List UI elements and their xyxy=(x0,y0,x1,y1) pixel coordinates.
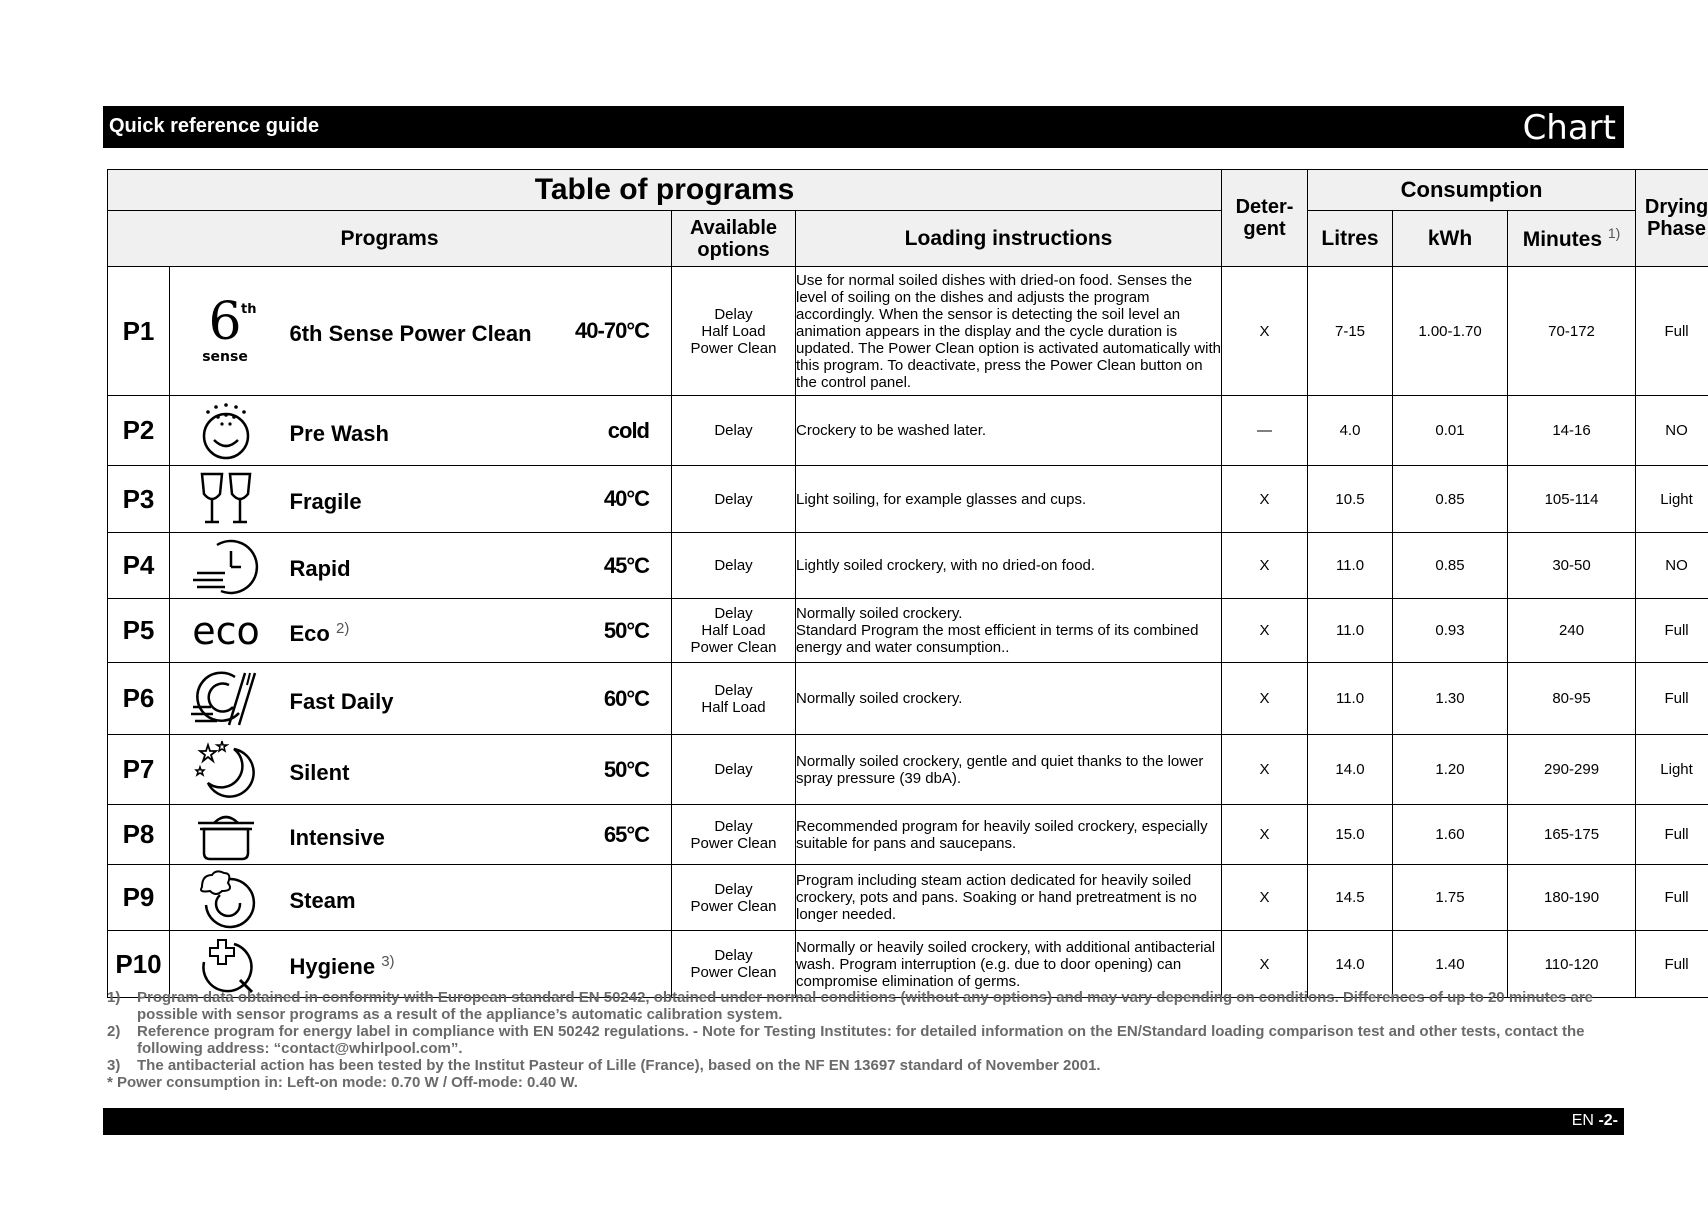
option-item: Delay xyxy=(714,761,753,778)
drying-value: Full xyxy=(1636,267,1708,396)
detergent-value: X xyxy=(1222,267,1308,396)
kwh-value: 0.85 xyxy=(1393,533,1508,599)
col-minutes-label: Minutes xyxy=(1522,228,1603,251)
detergent-value: X xyxy=(1222,663,1308,735)
loading-instructions: Normally soiled crockery, gentle and quiet thanks to the lower spray pressure (39 dbA). xyxy=(796,735,1222,805)
pot-icon xyxy=(170,805,282,865)
litres-value: 4.0 xyxy=(1308,396,1393,466)
header-bar xyxy=(103,106,1624,148)
drying-value: Full xyxy=(1636,663,1708,735)
svg-text:6: 6 xyxy=(208,297,242,352)
litres-value: 11.0 xyxy=(1308,533,1393,599)
option-item: Delay xyxy=(714,305,753,323)
available-options xyxy=(672,931,796,998)
option-item: Power Clean xyxy=(690,834,777,852)
program-name: Rapid xyxy=(289,555,351,581)
detergent-value: X xyxy=(1222,466,1308,533)
minutes-value: 110-120 xyxy=(1508,931,1636,998)
table-title: Table of programs xyxy=(108,170,1222,211)
option-item: Power Clean xyxy=(690,897,777,915)
available-options xyxy=(672,663,796,735)
available-options xyxy=(672,466,796,533)
drying-value: Full xyxy=(1636,931,1708,998)
table-row xyxy=(108,865,1708,931)
footnote-number: 2) xyxy=(107,1023,121,1040)
loading-instructions: Lightly soiled crockery, with no dried-on food. xyxy=(796,533,1222,599)
detergent-value: X xyxy=(1222,805,1308,865)
minutes-value: 180-190 xyxy=(1508,865,1636,931)
program-name: Silent xyxy=(289,759,350,785)
pre-wash-icon xyxy=(170,396,282,466)
footnote-number: 1) xyxy=(107,989,121,1006)
program-temperature: 40-70°C xyxy=(575,318,649,343)
drying-value: Full xyxy=(1636,805,1708,865)
program-id: P7 xyxy=(108,735,170,805)
footnote xyxy=(107,1057,1627,1074)
programs-table xyxy=(107,169,1708,998)
moon-stars-icon xyxy=(170,735,282,805)
program-name-cell xyxy=(282,267,672,396)
program-name: Eco xyxy=(289,620,330,646)
footnote-text: Program data obtained in conformity with European standard EN 50242, obtained under normal conditions (without any options) and may vary depending on conditions. Differences of up to 20 minutes are possible with sensor programs as a result of the appliance’s automatic calibration system. xyxy=(137,989,1594,1023)
program-name: Fragile xyxy=(289,489,362,515)
svg-text:sense: sense xyxy=(201,349,248,365)
footnotes xyxy=(107,989,1627,1091)
available-options xyxy=(672,599,796,663)
program-temperature: 65°C xyxy=(603,821,649,847)
kwh-value: 1.40 xyxy=(1393,931,1508,998)
detergent-value: X xyxy=(1222,865,1308,931)
col-programs: Programs xyxy=(108,211,672,267)
drying-value: Light xyxy=(1636,735,1708,805)
col-loading: Loading instructions xyxy=(796,211,1222,267)
loading-instructions: Crockery to be washed later. xyxy=(796,396,1222,466)
fast-daily-icon xyxy=(170,663,282,735)
table-row xyxy=(108,396,1708,466)
page-lang: EN xyxy=(1571,1112,1594,1129)
program-temperature: cold xyxy=(607,417,649,443)
loading-instructions: Recommended program for heavily soiled crockery, especially suitable for pans and saucepans. xyxy=(796,805,1222,865)
glasses-icon xyxy=(170,466,282,533)
drying-value: NO xyxy=(1636,533,1708,599)
program-id: P9 xyxy=(108,865,170,931)
available-options xyxy=(672,805,796,865)
minutes-value: 240 xyxy=(1508,599,1636,663)
svg-text:th: th xyxy=(240,302,257,317)
litres-value: 14.5 xyxy=(1308,865,1393,931)
litres-value: 7-15 xyxy=(1308,267,1393,396)
col-kwh: kWh xyxy=(1393,211,1508,267)
minutes-value: 290-299 xyxy=(1508,735,1636,805)
option-item: Delay xyxy=(714,422,753,439)
loading-instructions: Use for normal soiled dishes with dried-on food. Senses the level of soiling on the dishes and adjusts the program accordingly. When the sensor is detecting the soil level an animation appears in the display and the cycle duration is updated. The Power Clean option is activated automatically with this program. To deactivate, press the Power Clean button on the control panel. xyxy=(796,267,1222,396)
option-item: Delay xyxy=(714,681,753,699)
program-name-cell xyxy=(282,735,672,805)
loading-instructions: Normally soiled crockery. Standard Program the most efficient in terms of its combined energy and water consumption.. xyxy=(796,599,1222,663)
available-options xyxy=(672,735,796,805)
program-id: P8 xyxy=(108,805,170,865)
footer-bar xyxy=(103,1108,1624,1135)
litres-value: 14.0 xyxy=(1308,931,1393,998)
litres-value: 11.0 xyxy=(1308,663,1393,735)
option-item: Half Load xyxy=(701,322,766,340)
detergent-value: X xyxy=(1222,735,1308,805)
power-note: * Power consumption in: Left-on mode: 0.70 W / Off-mode: 0.40 W. xyxy=(107,1074,578,1091)
table-row xyxy=(108,267,1708,396)
litres-value: 11.0 xyxy=(1308,599,1393,663)
drying-value: NO xyxy=(1636,396,1708,466)
eco-icon xyxy=(170,599,282,663)
col-minutes xyxy=(1508,211,1636,267)
col-options: Available options xyxy=(672,211,796,267)
option-item: Half Load xyxy=(701,698,766,716)
option-item: Power Clean xyxy=(690,964,777,981)
program-name: Steam xyxy=(289,887,356,913)
footnote-text: The antibacterial action has been tested by the Institut Pasteur of Lille (France), based on the NF EN 13697 standard of November 2001. xyxy=(137,1057,1101,1074)
available-options xyxy=(672,396,796,466)
header-title: Quick reference guide xyxy=(109,115,320,137)
kwh-value: 1.60 xyxy=(1393,805,1508,865)
loading-instructions: Light soiling, for example glasses and cups. xyxy=(796,466,1222,533)
footnote-number: 3) xyxy=(107,1057,121,1074)
program-id: P4 xyxy=(108,533,170,599)
drying-value: Full xyxy=(1636,865,1708,931)
available-options xyxy=(672,533,796,599)
6th-sense-icon xyxy=(170,267,282,396)
program-name: Fast Daily xyxy=(289,688,394,714)
col-litres: Litres xyxy=(1308,211,1393,267)
program-name-cell xyxy=(282,663,672,735)
page-number xyxy=(1572,1112,1618,1130)
table-row xyxy=(108,805,1708,865)
loading-instructions: Normally or heavily soiled crockery, with additional antibacterial wash. Program interruption (e.g. due to door opening) can compromise elimination of germs. xyxy=(796,931,1222,998)
litres-value: 10.5 xyxy=(1308,466,1393,533)
program-id: P5 xyxy=(108,599,170,663)
detergent-value: X xyxy=(1222,599,1308,663)
table-row xyxy=(108,931,1708,998)
program-name-cell xyxy=(282,865,672,931)
option-item: Delay xyxy=(714,817,753,835)
option-item: Power Clean xyxy=(690,639,777,656)
program-name-cell xyxy=(282,599,672,663)
table-row xyxy=(108,466,1708,533)
program-name-cell xyxy=(282,533,672,599)
steam-icon xyxy=(170,865,282,931)
footnote xyxy=(107,989,1627,1023)
minutes-value: 30-50 xyxy=(1508,533,1636,599)
program-name-cell xyxy=(282,805,672,865)
program-temperature: 40°C xyxy=(603,486,649,511)
drying-value: Full xyxy=(1636,599,1708,663)
program-footnote: 2) xyxy=(335,619,350,637)
header-section: Chart xyxy=(1522,108,1616,148)
page-num: -2- xyxy=(1598,1112,1618,1129)
program-id: P10 xyxy=(108,931,170,998)
program-id: P1 xyxy=(108,267,170,396)
program-temperature: 50°C xyxy=(603,617,649,643)
svg-text:eco: eco xyxy=(191,608,260,653)
footnote-text: Reference program for energy label in compliance with EN 50242 regulations. - Note for Testing Institutes: for detailed information on the EN/Standard loading comparison test and other tests, contact the following address: “contact@whirlpool.com”. xyxy=(137,1023,1585,1057)
loading-instructions: Program including steam action dedicated for heavily soiled crockery, pots and pans. Soaking or hand pretreatment is no longer needed. xyxy=(796,865,1222,931)
option-item: Delay xyxy=(714,490,753,508)
option-item: Power Clean xyxy=(690,339,777,357)
table-row xyxy=(108,735,1708,805)
litres-value: 14.0 xyxy=(1308,735,1393,805)
col-consumption: Consumption xyxy=(1308,170,1636,211)
option-item: Delay xyxy=(714,605,753,622)
hygiene-icon xyxy=(170,931,282,998)
table-row xyxy=(108,663,1708,735)
kwh-value: 0.85 xyxy=(1393,466,1508,533)
footnote xyxy=(107,1023,1627,1057)
program-name-cell xyxy=(282,396,672,466)
kwh-value: 0.01 xyxy=(1393,396,1508,466)
minutes-value: 105-114 xyxy=(1508,466,1636,533)
col-minutes-footnote: 1) xyxy=(1607,225,1621,241)
table-row xyxy=(108,599,1708,663)
kwh-value: 1.20 xyxy=(1393,735,1508,805)
program-temperature: 45°C xyxy=(603,552,649,578)
col-detergent: Deter- gent xyxy=(1222,170,1308,267)
kwh-value: 0.93 xyxy=(1393,599,1508,663)
option-item: Delay xyxy=(714,947,753,964)
program-id: P2 xyxy=(108,396,170,466)
drying-value: Light xyxy=(1636,466,1708,533)
minutes-value: 70-172 xyxy=(1508,267,1636,396)
program-name: Hygiene xyxy=(289,954,376,980)
kwh-value: 1.30 xyxy=(1393,663,1508,735)
program-temperature: 50°C xyxy=(603,756,649,782)
program-name: Intensive xyxy=(289,824,385,850)
minutes-value: 14-16 xyxy=(1508,396,1636,466)
program-id: P3 xyxy=(108,466,170,533)
table-row xyxy=(108,533,1708,599)
program-temperature: 60°C xyxy=(603,685,649,711)
minutes-value: 80-95 xyxy=(1508,663,1636,735)
option-item: Half Load xyxy=(701,622,766,639)
program-name: 6th Sense Power Clean xyxy=(289,321,532,347)
kwh-value: 1.00-1.70 xyxy=(1393,267,1508,396)
available-options xyxy=(672,267,796,396)
minutes-value: 165-175 xyxy=(1508,805,1636,865)
option-item: Delay xyxy=(714,880,753,898)
kwh-value: 1.75 xyxy=(1393,865,1508,931)
litres-value: 15.0 xyxy=(1308,805,1393,865)
col-drying: Drying Phase xyxy=(1636,170,1708,267)
program-name: Pre Wash xyxy=(289,420,389,446)
loading-instructions: Normally soiled crockery. xyxy=(796,663,1222,735)
detergent-value: X xyxy=(1222,533,1308,599)
available-options xyxy=(672,865,796,931)
detergent-value: X xyxy=(1222,931,1308,998)
rapid-clock-icon xyxy=(170,533,282,599)
program-name-cell xyxy=(282,466,672,533)
program-footnote: 3) xyxy=(381,952,395,970)
option-item: Delay xyxy=(714,557,753,574)
detergent-value: — xyxy=(1222,396,1308,466)
program-id: P6 xyxy=(108,663,170,735)
program-name-cell xyxy=(282,931,672,998)
